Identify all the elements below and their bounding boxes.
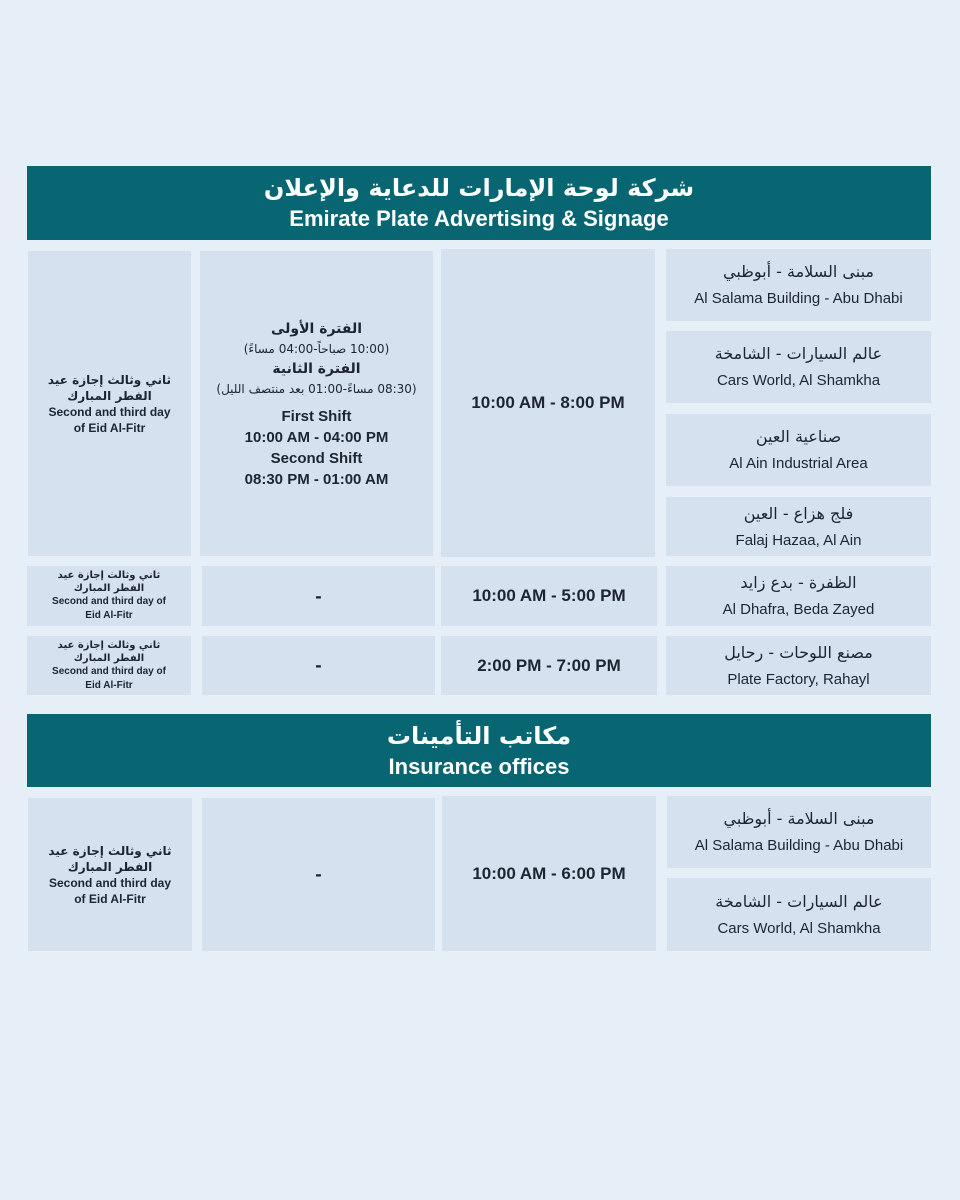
location-arabic: صناعية العين — [755, 427, 842, 446]
first-shift-arabic: الفترة الأولى — [270, 320, 363, 337]
second-shift-arabic: الفترة الثانية — [272, 360, 361, 377]
location-arabic: مصنع اللوحات - رحايل — [724, 642, 873, 662]
location-cell — [666, 566, 931, 626]
holiday-label-arabic: ثاني وثالث إجازة عيد الفطر المبارك — [57, 639, 161, 664]
holiday-cell — [28, 798, 192, 951]
hours-cell — [441, 566, 657, 626]
second-shift-time-english: 08:30 PM - 01:00 AM — [244, 470, 389, 488]
first-shift-english: First Shift — [281, 407, 352, 425]
holiday-label-english-1: Second and third day of — [52, 665, 166, 677]
location-english: Cars World, Al Shamkha — [716, 372, 881, 389]
hours-cell — [441, 249, 655, 557]
holiday-label-arabic: ثاني وثالث إجازة عيد الفطر المبارك — [48, 843, 172, 874]
section-title-english: Insurance offices — [388, 753, 570, 779]
second-shift-time-arabic: (08:30 مساءً-01:00 بعد منتصف الليل) — [216, 381, 417, 396]
section-header-insurance — [27, 714, 931, 787]
second-shift-english: Second Shift — [270, 449, 363, 467]
location-cell — [666, 249, 931, 321]
section-header-emirate-plate — [27, 166, 931, 240]
hours-text: 10:00 AM - 8:00 PM — [471, 393, 625, 412]
dash-text: - — [315, 656, 322, 675]
hours-cell — [442, 796, 656, 951]
location-arabic: مبنى السلامة - أبوظبي — [723, 809, 875, 828]
holiday-label-english-2: Eid Al-Fitr — [85, 679, 133, 691]
first-shift-time-english: 10:00 AM - 04:00 PM — [244, 428, 389, 446]
section-title-english: Emirate Plate Advertising & Signage — [289, 206, 669, 231]
hours-text: 10:00 AM - 5:00 PM — [472, 586, 626, 605]
shift-cell-empty — [202, 798, 435, 951]
hours-cell — [441, 636, 657, 695]
holiday-label-english-2: Eid Al-Fitr — [85, 610, 133, 621]
location-arabic: الظفرة - بدع زايد — [740, 573, 857, 592]
location-arabic: عالم السيارات - الشامخة — [715, 891, 883, 911]
holiday-label-arabic: ثاني وثالث إجازة عيد الفطر المبارك — [47, 372, 172, 403]
holiday-label-english-1: Second and third day — [48, 875, 171, 890]
dash-text: - — [315, 865, 322, 884]
dash-text: - — [315, 586, 322, 606]
location-english: Cars World, Al Shamkha — [717, 919, 881, 937]
shift-cell-empty — [202, 566, 435, 626]
location-cell — [667, 796, 931, 868]
location-cell — [666, 636, 931, 695]
holiday-label-english-2: of Eid Al-Fitr — [74, 891, 146, 906]
holiday-label-english-1: Second and third day of — [52, 596, 166, 607]
holiday-cell — [28, 251, 191, 556]
location-cell — [667, 878, 931, 951]
location-cell — [666, 414, 931, 486]
location-cell — [666, 331, 931, 403]
hours-text: 10:00 AM - 6:00 PM — [472, 863, 626, 883]
location-english: Al Dhafra, Beda Zayed — [722, 601, 875, 618]
section-title-arabic: شركة لوحة الإمارات للدعاية والإعلان — [263, 174, 695, 202]
shift-cell-empty — [202, 636, 435, 695]
holiday-label-english-1: Second and third day — [48, 404, 171, 419]
location-arabic: مبنى السلامة - أبوظبي — [723, 262, 874, 281]
holiday-label-english-2: of Eid Al-Fitr — [73, 420, 146, 435]
shifts-cell — [200, 251, 433, 556]
holiday-cell — [27, 636, 191, 695]
location-english: Al Salama Building - Abu Dhabi — [694, 837, 904, 854]
location-english: Al Salama Building - Abu Dhabi — [694, 290, 903, 307]
first-shift-time-arabic: (10:00 صباحاً-04:00 مساءً) — [243, 341, 390, 356]
location-english: Plate Factory, Rahayl — [727, 670, 870, 688]
location-arabic: فلج هزاع - العين — [743, 503, 854, 523]
holiday-cell — [27, 566, 191, 626]
hours-text: 2:00 PM - 7:00 PM — [477, 655, 621, 675]
section-title-arabic: مكاتب التأمينات — [386, 721, 572, 750]
location-cell — [666, 497, 931, 556]
location-english: Falaj Hazaa, Al Ain — [735, 531, 862, 549]
holiday-label-arabic: ثاني وثالث إجازة عيد الفطر المبارك — [57, 570, 161, 594]
location-arabic: عالم السيارات - الشامخة — [714, 344, 883, 363]
location-english: Al Ain Industrial Area — [729, 455, 868, 472]
